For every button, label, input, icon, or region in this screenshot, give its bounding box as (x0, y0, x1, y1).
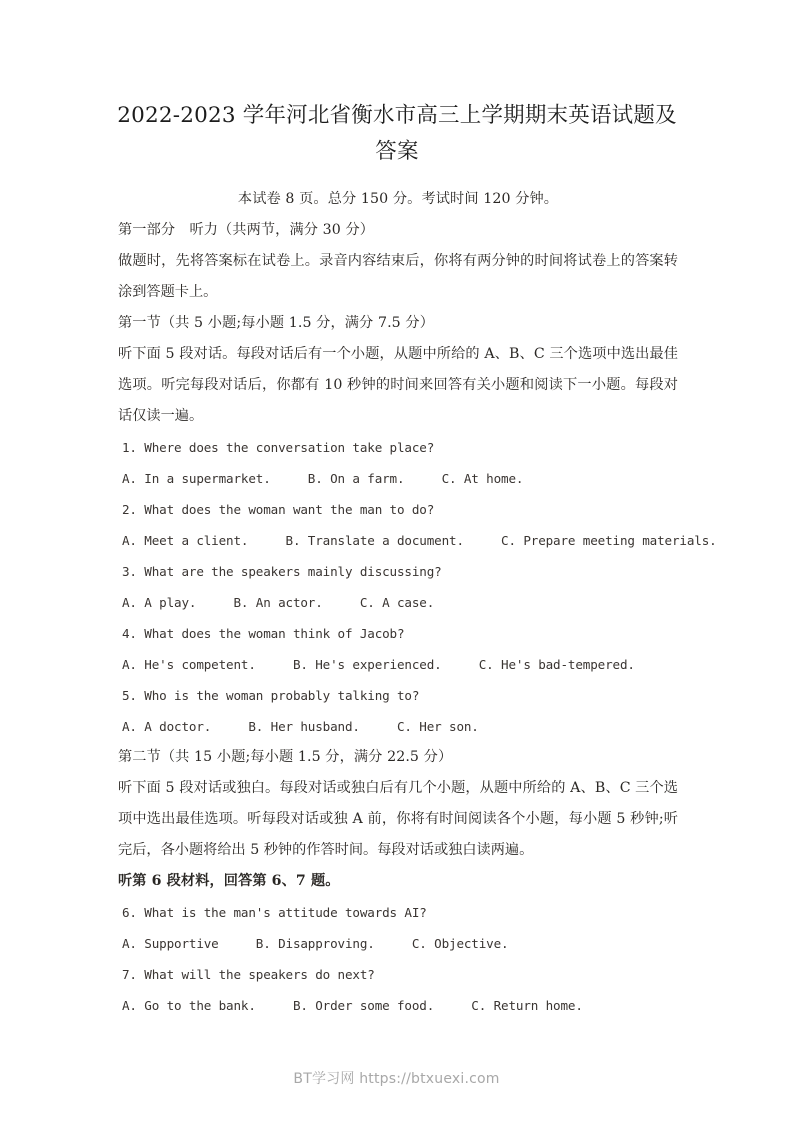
material-six-heading: 听第 6 段材料，回答第 6、7 题。 (118, 873, 340, 889)
question-options: A. Supportive B. Disapproving. C. Objective. (122, 936, 509, 951)
question-stem: 7. What will the speakers do next? (122, 967, 375, 982)
part-one-instructions: 做题时，先将答案标在试卷上。录音内容结束后，你将有两分钟的时间将试卷上的答案转涂到答题卡上。 (118, 253, 678, 300)
question-list-section-two (118, 897, 678, 1021)
question-options: A. Go to the bank. B. Order some food. C. Return home. (122, 998, 583, 1013)
section-one-instructions: 听下面 5 段对话。每段对话后有一个小题，从题中所给的 A、B、C 三个选项中选出最佳选项。听完每段对话后，你都有 10 秒钟的时间来回答有关小题和阅读下一小题。每段对话仅读一遍。 (118, 346, 678, 424)
question-options: A. A doctor. B. Her husband. C. Her son. (122, 719, 479, 734)
document-body (118, 184, 717, 1021)
question-stem: 3. What are the speakers mainly discussing? (122, 564, 442, 579)
question-stem: 6. What is the man's attitude towards AI? (122, 905, 427, 920)
question-stem: 4. What does the woman think of Jacob? (122, 626, 405, 641)
question-options: A. Meet a client. B. Translate a document. C. Prepare meeting materials. (122, 533, 717, 548)
footer-watermark: BT学习网 https://btxuexi.com (293, 1071, 500, 1087)
question-stem: 1. Where does the conversation take place? (122, 440, 435, 455)
question-stem: 2. What does the woman want the man to do? (122, 502, 435, 517)
question-options: A. In a supermarket. B. On a farm. C. At home. (122, 471, 524, 486)
question-list-section-one (118, 432, 717, 742)
section-one-heading: 第一节（共 5 小题;每小题 1.5 分，满分 7.5 分） (118, 315, 434, 331)
exam-subtitle: 本试卷 8 页。总分 150 分。考试时间 120 分钟。 (237, 191, 559, 207)
question-options: A. He's competent. B. He's experienced. C. He's bad-tempered. (122, 657, 635, 672)
section-two-heading: 第二节（共 15 小题;每小题 1.5 分，满分 22.5 分） (118, 749, 453, 765)
page-title: 2022-2023 学年河北省衡水市高三上学期期末英语试题及答案 (117, 103, 677, 164)
question-options: A. A play. B. An actor. C. A case. (122, 595, 435, 610)
section-two-instructions: 听下面 5 段对话或独白。每段对话或独白后有几个小题，从题中所给的 A、B、C 三个选项中选出最佳选项。听每段对话或独 A 前，你将有时间阅读各个小题，每小题 5 秒钟;听完后，各小题将给出 5 秒钟的作答时间。每段对话或独白读两遍。 (118, 780, 678, 858)
part-one-heading: 第一部分 听力（共两节，满分 30 分） (118, 222, 375, 238)
question-stem: 5. Who is the woman probably talking to? (122, 688, 420, 703)
